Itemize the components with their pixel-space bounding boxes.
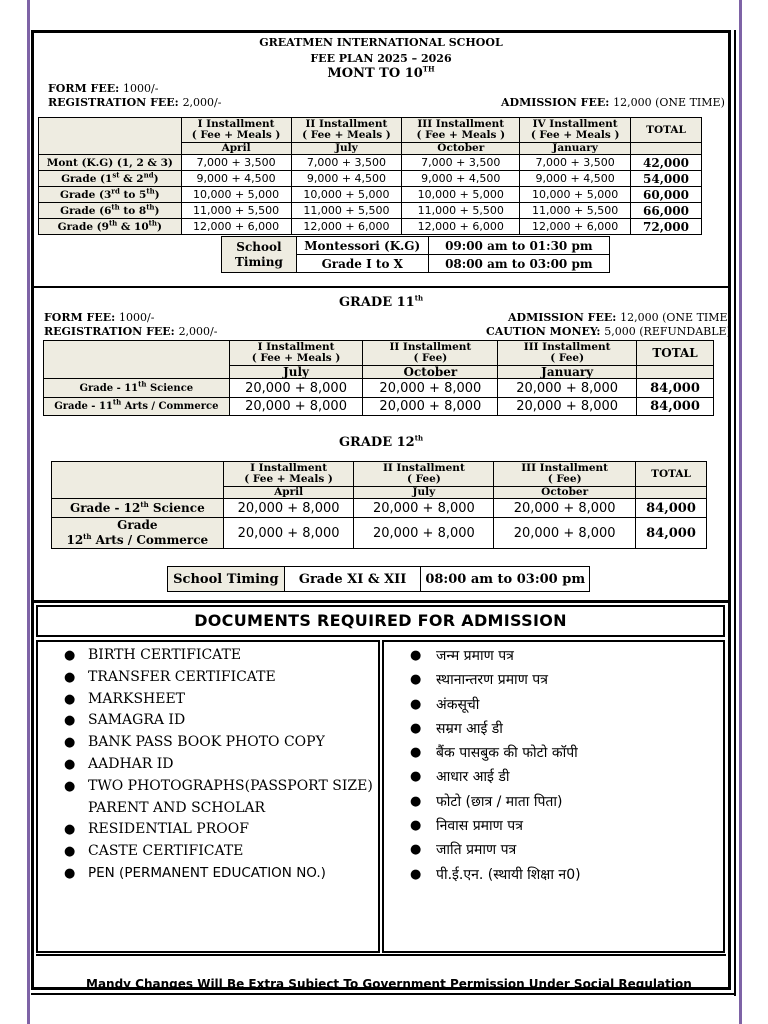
list-item: ● जाति प्रमाण पत्र: [384, 838, 723, 862]
fee-cell: 20,000 + 8,000: [363, 379, 498, 398]
fee-cell: 20,000 + 8,000: [229, 398, 363, 416]
table-row: [52, 518, 707, 549]
total-cell: 54,000: [631, 171, 702, 187]
month-header: July: [354, 487, 494, 499]
fee-cell: 12,000 + 6,000: [402, 219, 520, 235]
installment-header: I Installment ( Fee + Meals ): [229, 341, 363, 366]
total-cell: 72,000: [631, 219, 702, 235]
fee-cell: 11,000 + 5,500: [291, 203, 402, 219]
bullet-icon: ●: [64, 735, 76, 751]
fee-cell: 12,000 + 6,000: [520, 219, 631, 235]
school-timing-table-2: [167, 566, 590, 592]
timing-time: 08:00 am to 03:00 pm: [428, 255, 609, 273]
list-item-continued: PARENT AND SCHOLAR: [88, 799, 266, 816]
bullet-icon: ●: [64, 844, 76, 860]
grade-label: Mont (K.G) (1, 2 & 3): [39, 155, 182, 171]
section2-title: GRADE 11th: [338, 293, 424, 310]
list-item: ● अंकसूची: [384, 693, 723, 717]
right-margin-line: [739, 0, 742, 1024]
fee-cell: 12,000 + 6,000: [181, 219, 291, 235]
fee-cell: 11,000 + 5,500: [181, 203, 291, 219]
fee-cell: 20,000 + 8,000: [354, 499, 494, 518]
documents-hindi-list: [384, 644, 723, 887]
table-row: [39, 187, 702, 203]
bullet-icon: ●: [410, 842, 422, 858]
month-header: July: [229, 366, 363, 379]
fee-table-mont-to-10: [38, 117, 702, 235]
grade-header-cell: [39, 118, 182, 155]
section3-title: GRADE 12th: [338, 433, 424, 450]
grade-label: Grade (9th & 10th): [39, 219, 182, 235]
bullet-icon: ●: [410, 696, 422, 712]
list-item: ● TRANSFER CERTIFICATE: [38, 667, 378, 689]
left-margin-line: [27, 0, 30, 1024]
form-fee-info: FORM FEE: 1000/-: [48, 82, 159, 95]
list-item: ● BIRTH CERTIFICATE: [38, 645, 378, 667]
fee-cell: 20,000 + 8,000: [223, 499, 354, 518]
installment-header: II Installment ( Fee): [363, 341, 498, 366]
grade-header-cell: [44, 341, 230, 379]
total-cell: 84,000: [637, 398, 714, 416]
total-cell: 60,000: [631, 187, 702, 203]
table-row: [39, 219, 702, 235]
fee-cell: 9,000 + 4,500: [520, 171, 631, 187]
timing-label: School Timing: [222, 237, 297, 273]
fee-cell: 20,000 + 8,000: [363, 398, 498, 416]
documents-title: DOCUMENTS REQUIRED FOR ADMISSION: [36, 605, 725, 637]
installment-header: II Installment ( Fee): [354, 462, 494, 487]
documents-hindi-box: [382, 640, 725, 953]
fee-cell: 7,000 + 3,500: [402, 155, 520, 171]
month-header: October: [363, 366, 498, 379]
month-header: April: [223, 487, 354, 499]
bullet-icon: ●: [64, 713, 76, 729]
month-header: January: [498, 366, 637, 379]
bullet-icon: ●: [410, 793, 422, 809]
list-item: ● MARKSHEET: [38, 689, 378, 711]
total-header: TOTAL: [636, 462, 707, 487]
installment-header: II Installment ( Fee + Meals ): [291, 118, 402, 143]
bullet-icon: ●: [410, 672, 422, 688]
admission-fee-info-11: ADMISSION FEE: 12,000 (ONE TIME): [508, 311, 732, 324]
list-item: ● सम्रग आई डी: [384, 717, 723, 741]
frame-shadow-right: [734, 30, 736, 996]
table-row: [44, 379, 714, 398]
month-header: October: [402, 143, 520, 155]
bullet-icon: ●: [64, 648, 76, 663]
total-month-cell: [631, 143, 702, 155]
bullet-icon: ●: [64, 822, 76, 838]
bullet-icon: ●: [410, 745, 422, 761]
bullet-icon: ●: [410, 818, 422, 834]
footer-note: Mandy Changes Will Be Extra Subject To Government Permission Under Social Regulation: [86, 977, 692, 990]
total-cell: 84,000: [636, 518, 707, 549]
fee-cell: 20,000 + 8,000: [494, 518, 636, 549]
documents-english-list: [38, 645, 378, 885]
month-header: October: [494, 487, 636, 499]
total-cell: 84,000: [637, 379, 714, 398]
total-cell: 66,000: [631, 203, 702, 219]
admission-fee-info: ADMISSION FEE: 12,000 (ONE TIME): [501, 96, 725, 109]
fee-cell: 12,000 + 6,000: [291, 219, 402, 235]
list-item: ● SAMAGRA ID: [38, 710, 378, 732]
grade-label: Grade 12th Arts / Commerce: [52, 518, 224, 549]
list-item: ● CASTE CERTIFICATE: [38, 841, 378, 863]
bullet-icon: ●: [410, 648, 422, 663]
installment-header: III Installment ( Fee): [498, 341, 637, 366]
section-divider: [31, 600, 731, 603]
fee-cell: 20,000 + 8,000: [498, 398, 637, 416]
list-item: ● फोटो (छात्र / माता पिता): [384, 790, 723, 814]
fee-plan-title: FEE PLAN 2025 – 2026: [310, 52, 452, 65]
installment-header: I Installment ( Fee + Meals ): [181, 118, 291, 143]
month-header: July: [291, 143, 402, 155]
table-row: [39, 203, 702, 219]
fee-cell: 20,000 + 8,000: [494, 499, 636, 518]
list-item: ● पी.ई.एन. (स्थायी शिक्षा न0): [384, 863, 723, 887]
fee-cell: 20,000 + 8,000: [229, 379, 363, 398]
section1-title: MONT TO 10TH: [327, 64, 435, 81]
timing-level: Grade I to X: [296, 255, 428, 273]
fee-cell: 7,000 + 3,500: [181, 155, 291, 171]
installment-header: III Installment ( Fee): [494, 462, 636, 487]
fee-cell: 10,000 + 5,000: [520, 187, 631, 203]
bullet-icon: ●: [410, 720, 422, 736]
timing-time: 08:00 am to 03:00 pm: [421, 567, 590, 592]
grade-label: Grade - 11th Science: [44, 379, 230, 398]
list-item: ● निवास प्रमाण पत्र: [384, 814, 723, 838]
registration-fee-info: REGISTRATION FEE: 2,000/-: [48, 96, 222, 109]
total-cell: 84,000: [636, 499, 707, 518]
total-header: TOTAL: [637, 341, 714, 366]
installment-header: IV Installment ( Fee + Meals ): [520, 118, 631, 143]
fee-table-grade-11: [43, 340, 714, 416]
fee-cell: 20,000 + 8,000: [354, 518, 494, 549]
form-fee-info-11: FORM FEE: 1000/-: [44, 311, 155, 324]
total-cell: 42,000: [631, 155, 702, 171]
table-row: [52, 499, 707, 518]
grade-label: Grade (1st & 2nd): [39, 171, 182, 187]
list-item: ● AADHAR ID: [38, 754, 378, 776]
bullet-icon: ●: [64, 756, 76, 772]
bullet-icon: ●: [64, 778, 76, 794]
fee-cell: 7,000 + 3,500: [520, 155, 631, 171]
table-row: [44, 398, 714, 416]
fee-cell: 10,000 + 5,000: [181, 187, 291, 203]
fee-cell: 10,000 + 5,000: [402, 187, 520, 203]
list-item: ● बैंक पासबुक की फोटो कॉपी: [384, 741, 723, 765]
fee-cell: 9,000 + 4,500: [181, 171, 291, 187]
grade-label: Grade - 11th Arts / Commerce: [44, 398, 230, 416]
fee-cell: 10,000 + 5,000: [291, 187, 402, 203]
total-month-cell: [637, 366, 714, 379]
bullet-icon: ●: [410, 866, 422, 882]
list-item: ● आधार आई डी: [384, 765, 723, 789]
fee-cell: 20,000 + 8,000: [498, 379, 637, 398]
documents-english-box: [36, 640, 380, 953]
fee-cell: 9,000 + 4,500: [291, 171, 402, 187]
fee-cell: 9,000 + 4,500: [402, 171, 520, 187]
total-header: TOTAL: [631, 118, 702, 143]
list-item: ● PEN (PERMANENT EDUCATION NO.): [38, 863, 378, 885]
bullet-icon: ●: [64, 691, 76, 707]
table-row: [39, 171, 702, 187]
fee-cell: 7,000 + 3,500: [291, 155, 402, 171]
bullet-icon: ●: [64, 669, 76, 685]
fee-table-grade-12: [51, 461, 707, 549]
footer-divider: [36, 954, 726, 956]
frame-shadow-bottom: [31, 993, 736, 995]
timing-level: Grade XI & XII: [284, 567, 421, 592]
grade-label: Grade (6th to 8th): [39, 203, 182, 219]
month-header: January: [520, 143, 631, 155]
school-timing-table-1: [221, 236, 610, 273]
timing-label: School Timing: [168, 567, 285, 592]
school-name: GREATMEN INTERNATIONAL SCHOOL: [259, 36, 503, 49]
caution-money-info: CAUTION MONEY: 5,000 (REFUNDABLE): [486, 325, 731, 338]
table-row: [39, 155, 702, 171]
timing-level: Montessori (K.G): [296, 237, 428, 255]
total-month-cell: [636, 487, 707, 499]
section-divider: [31, 286, 731, 288]
list-item: ● स्थानान्तरण प्रमाण पत्र: [384, 668, 723, 692]
list-item: ● RESIDENTIAL PROOF: [38, 819, 378, 841]
month-header: April: [181, 143, 291, 155]
installment-header: III Installment ( Fee + Meals ): [402, 118, 520, 143]
grade-label: Grade (3rd to 5th): [39, 187, 182, 203]
installment-header: I Installment ( Fee + Meals ): [223, 462, 354, 487]
fee-cell: 11,000 + 5,500: [402, 203, 520, 219]
list-item: ● BANK PASS BOOK PHOTO COPY: [38, 732, 378, 754]
fee-cell: 11,000 + 5,500: [520, 203, 631, 219]
bullet-icon: ●: [410, 769, 422, 785]
footer-note-box: [36, 957, 726, 990]
list-item: ● TWO PHOTOGRAPHS(PASSPORT SIZE): [38, 776, 378, 798]
timing-time: 09:00 am to 01:30 pm: [428, 237, 609, 255]
registration-fee-info-11: REGISTRATION FEE: 2,000/-: [44, 325, 218, 338]
grade-label: Grade - 12th Science: [52, 499, 224, 518]
list-item: ● जन्म प्रमाण पत्र: [384, 644, 723, 668]
fee-cell: 20,000 + 8,000: [223, 518, 354, 549]
bullet-icon: ●: [64, 865, 76, 881]
grade-header-cell: [52, 462, 224, 499]
